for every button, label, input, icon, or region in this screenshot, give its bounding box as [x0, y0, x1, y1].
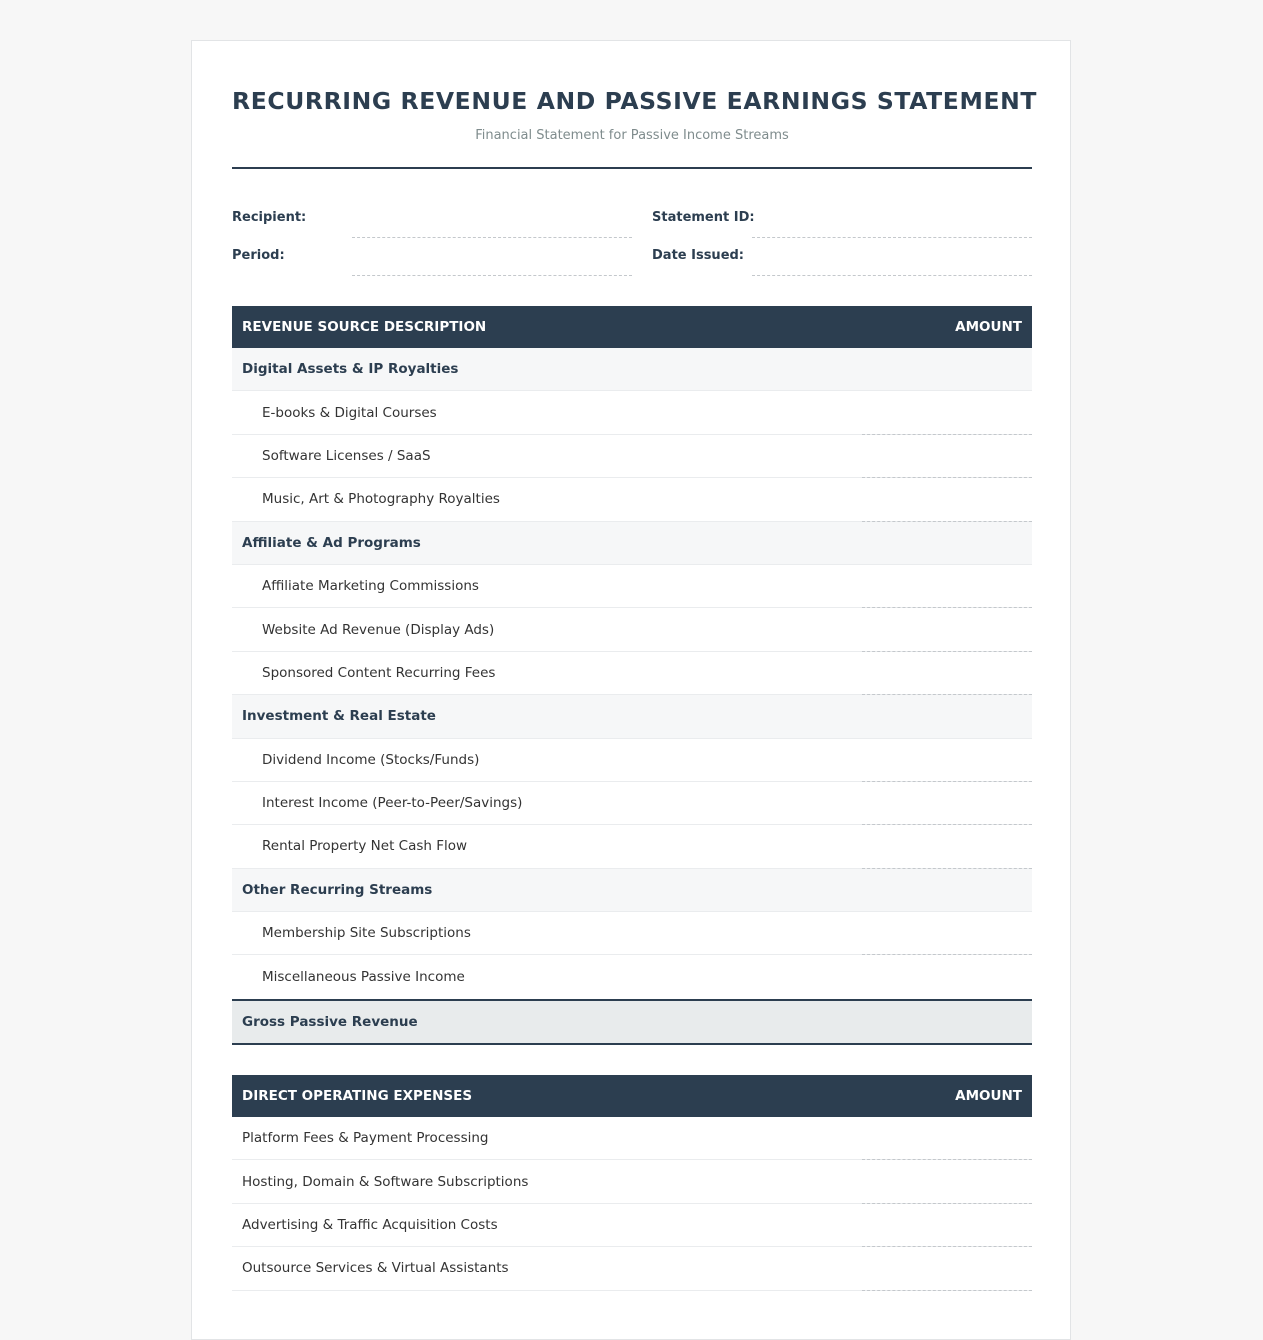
revenue-item-row: [232, 782, 1032, 825]
statement-sheet: [191, 40, 1071, 1340]
expenses-description-header: DIRECT OPERATING EXPENSES: [242, 1088, 473, 1104]
category-row: [232, 522, 1032, 565]
amount-field[interactable]: [862, 1290, 1032, 1291]
revenue-item-row: [232, 608, 1032, 651]
item-label: Interest Income (Peer-to-Peer/Savings): [262, 795, 523, 812]
revenue-item-row: [232, 391, 1032, 434]
item-label: Sponsored Content Recurring Fees: [262, 664, 496, 681]
revenue-item-row: [232, 478, 1032, 521]
date-issued-field[interactable]: [752, 275, 1032, 276]
item-label: Outsource Services & Virtual Assistants: [242, 1260, 509, 1277]
item-label: Hosting, Domain & Software Subscriptions: [242, 1173, 529, 1190]
item-label: Affiliate Marketing Commissions: [262, 578, 479, 595]
expenses-table: [232, 1075, 1032, 1291]
gross-revenue-total-row: [232, 999, 1032, 1045]
expenses-table-header: [232, 1075, 1032, 1117]
item-label: Advertising & Traffic Acquisition Costs: [242, 1216, 498, 1233]
item-label: Software Licenses / SaaS: [262, 447, 431, 464]
category-row: [232, 348, 1032, 391]
category-row: [232, 695, 1032, 738]
statement-id-field[interactable]: [752, 237, 1032, 238]
revenue-amount-header: AMOUNT: [955, 319, 1022, 335]
expense-item-row: [232, 1247, 1032, 1290]
expense-item-row: [232, 1160, 1032, 1203]
item-label: Membership Site Subscriptions: [262, 925, 471, 942]
expense-item-row: [232, 1204, 1032, 1247]
item-label: E-books & Digital Courses: [262, 404, 437, 421]
period-label: Period:: [232, 248, 285, 263]
document-title: RECURRING REVENUE AND PASSIVE EARNINGS STATEMENT: [232, 87, 1037, 115]
document-subtitle: Financial Statement for Passive Income Streams: [475, 128, 789, 143]
recipient-field[interactable]: [352, 237, 632, 238]
expense-item-row: [232, 1117, 1032, 1160]
category-label: Digital Assets & IP Royalties: [242, 361, 459, 378]
revenue-table: [232, 306, 1032, 1045]
expenses-amount-header: AMOUNT: [955, 1088, 1022, 1104]
item-label: Rental Property Net Cash Flow: [262, 838, 468, 855]
item-label: Platform Fees & Payment Processing: [242, 1130, 489, 1147]
revenue-item-row: [232, 912, 1032, 955]
header-divider: [232, 167, 1032, 169]
revenue-item-row: [232, 435, 1032, 478]
revenue-item-row: [232, 565, 1032, 608]
revenue-table-header: [232, 306, 1032, 348]
statement-id-label: Statement ID:: [652, 210, 755, 225]
category-label: Other Recurring Streams: [242, 881, 433, 898]
total-label: Gross Passive Revenue: [242, 1013, 418, 1030]
recipient-label: Recipient:: [232, 210, 307, 225]
item-label: Miscellaneous Passive Income: [262, 969, 465, 986]
revenue-item-row: [232, 825, 1032, 868]
item-label: Dividend Income (Stocks/Funds): [262, 751, 480, 768]
category-label: Investment & Real Estate: [242, 708, 436, 725]
revenue-item-row: [232, 652, 1032, 695]
item-label: Website Ad Revenue (Display Ads): [262, 621, 495, 638]
category-row: [232, 869, 1032, 912]
item-label: Music, Art & Photography Royalties: [262, 491, 500, 508]
revenue-description-header: REVENUE SOURCE DESCRIPTION: [242, 319, 487, 335]
date-issued-label: Date Issued:: [652, 248, 745, 263]
category-label: Affiliate & Ad Programs: [242, 534, 421, 551]
period-field[interactable]: [352, 275, 632, 276]
revenue-item-row: [232, 955, 1032, 998]
revenue-item-row: [232, 739, 1032, 782]
